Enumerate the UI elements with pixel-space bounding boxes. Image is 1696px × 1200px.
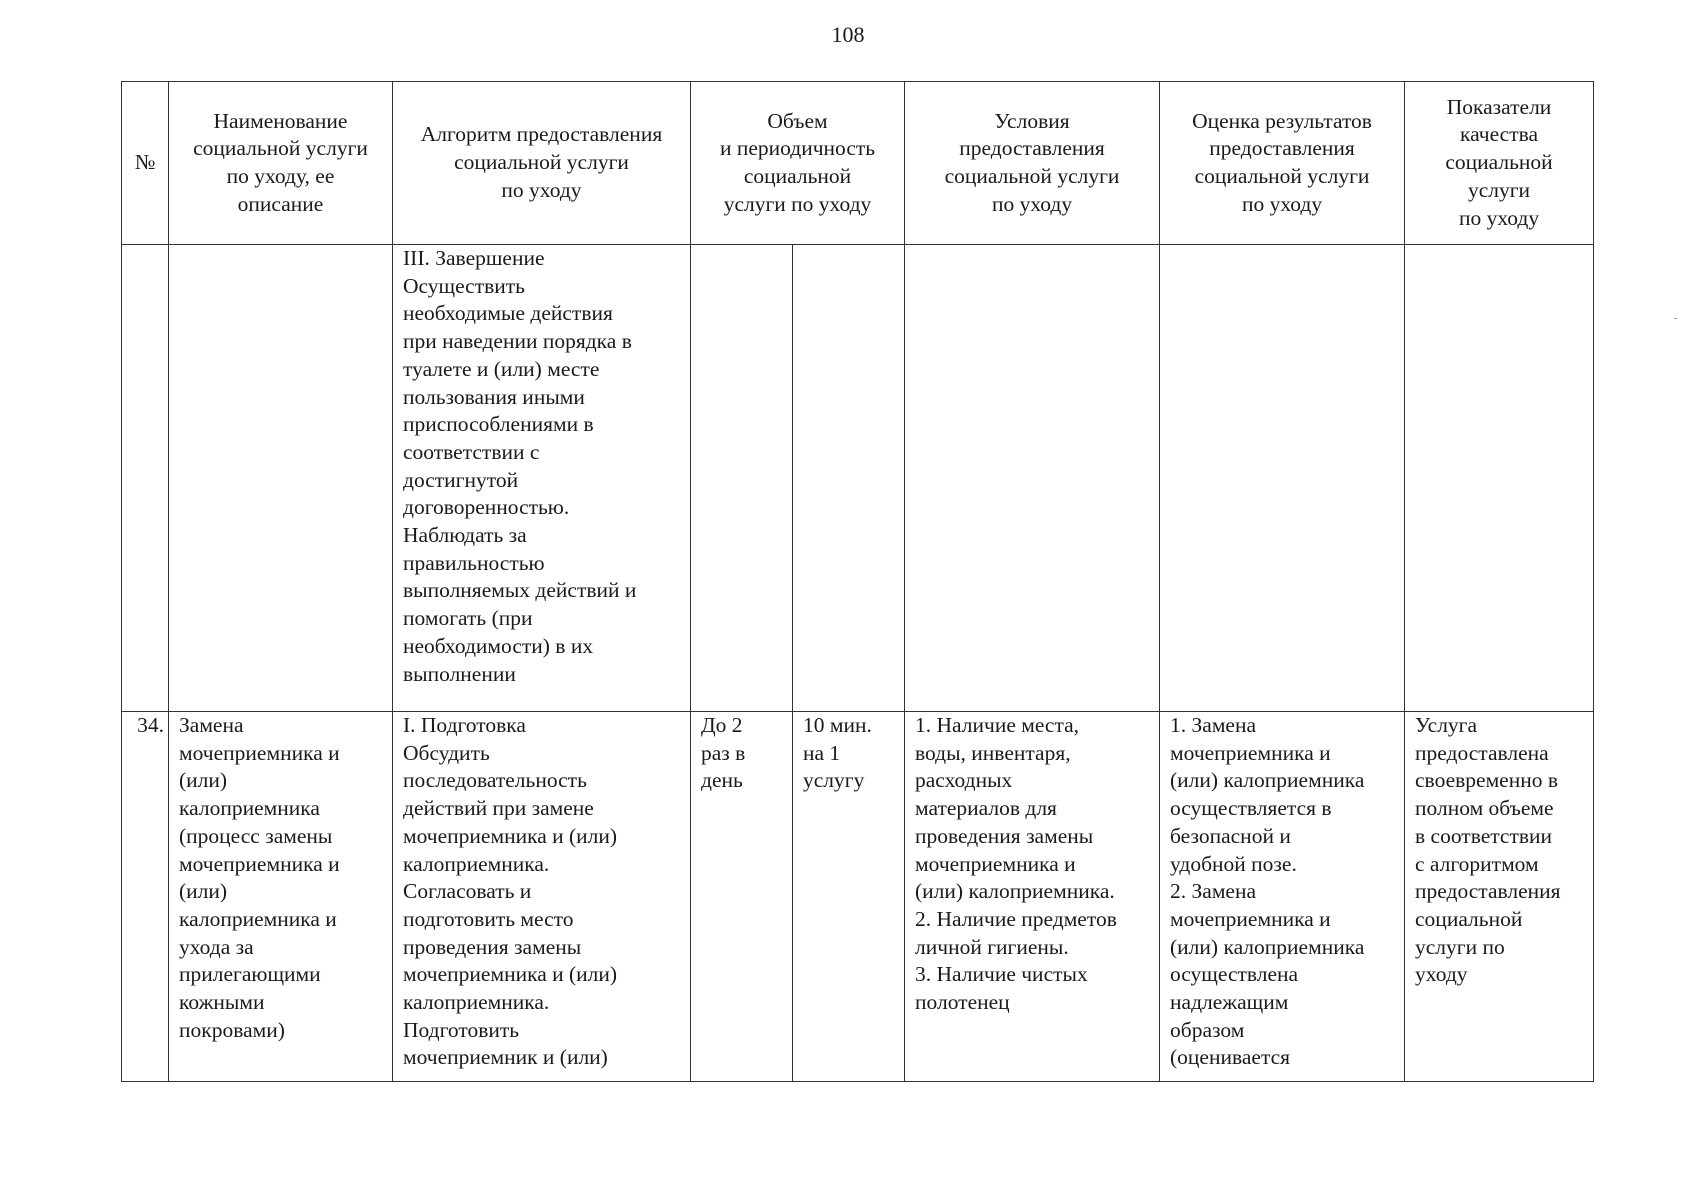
cell-num xyxy=(122,245,169,712)
cell-assessment xyxy=(1160,245,1405,712)
cell-quality xyxy=(1405,245,1594,712)
header-num: № xyxy=(122,82,169,245)
header-assessment: Оценка результатов предоставления социальной услуги по уходу xyxy=(1160,82,1405,245)
header-algorithm: Алгоритм предоставления социальной услуги по уходу xyxy=(393,82,691,245)
cell-duration: 10 мин. на 1 услугу xyxy=(793,712,905,1082)
table-row xyxy=(122,712,1594,1082)
header-volume: Объем и периодичность социальной услуги по уходу xyxy=(691,82,905,245)
cell-frequency xyxy=(691,245,793,712)
header-conditions: Условия предоставления социальной услуги по уходу xyxy=(905,82,1160,245)
cell-conditions: 1. Наличие места, воды, инвентаря, расходных материалов для проведения замены мочеприемника и (или) калоприемника. 2. Наличие предметов личной гигиены. 3. Наличие чистых полотенец xyxy=(905,712,1160,1082)
header-service-name: Наименование социальной услуги по уходу, ее описание xyxy=(169,82,393,245)
cell-duration xyxy=(793,245,905,712)
cell-service-name: Замена мочеприемника и (или) калоприемника (процесс замены мочеприемника и (или) калоприемника и ухода за прилегающими кожными покровами) xyxy=(169,712,393,1082)
table-header-row xyxy=(122,82,1594,245)
cell-assessment: 1. Замена мочеприемника и (или) калоприемника осуществляется в безопасной и удобной позе. 2. Замена мочеприемника и (или) калоприемника осуществлена надлежащим образом (оценивается xyxy=(1160,712,1405,1082)
cell-num: 34. xyxy=(122,712,169,1082)
cell-quality: Услуга предоставлена своевременно в полном объеме в соответствии с алгоритмом предоставления социальной услуги по уходу xyxy=(1405,712,1594,1082)
cell-frequency: До 2 раз в день xyxy=(691,712,793,1082)
page-number: 108 xyxy=(831,22,865,47)
services-table xyxy=(121,81,1594,1082)
cell-service-name xyxy=(169,245,393,712)
table-row xyxy=(122,245,1594,712)
cell-algorithm: III. Завершение Осуществить необходимые действия при наведении порядка в туалете и (или) месте пользования иными приспособлениями в соответствии с достигнутой договоренностью. Наблюдать за правильностью выполняемых действий и помогать (при необходимости) в их выполнении xyxy=(393,245,691,712)
scan-speck xyxy=(1674,318,1677,319)
header-quality: Показатели качества социальной услуги по уходу xyxy=(1405,82,1594,245)
cell-conditions xyxy=(905,245,1160,712)
cell-algorithm: I. Подготовка Обсудить последовательность действий при замене мочеприемника и (или) калоприемника. Согласовать и подготовить место проведения замены мочеприемника и (или) калоприемника. Подготовить мочеприемник и (или) xyxy=(393,712,691,1082)
